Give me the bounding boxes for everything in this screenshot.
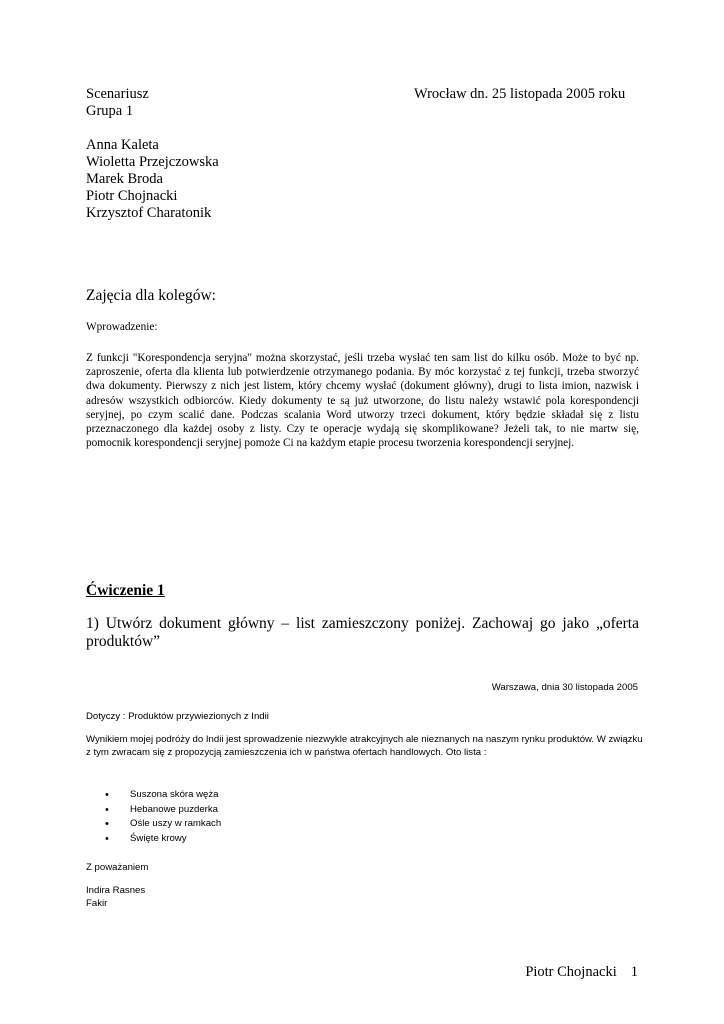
signature-title: Fakir [86,897,108,909]
letter-body: Wynikiem mojej podróży do Indii jest sprowadzenie niezwykle atrakcyjnych ale nieznanych na naszym rynku produktów. W związku z tym zwracam się z propozycją zamieszczenia ich w państwa ofertach handlowych. Oto lista : [86,734,643,758]
exercise-task: 1) Utwórz dokument główny – list zamieszczony poniżej. Zachowaj go jako „oferta produktów” [86,615,639,650]
list-item-label: Ośle uszy w ramkach [130,818,222,830]
intro-label: Wprowadzenie: [86,321,158,333]
exercise-title: Ćwiczenie 1 [86,582,165,599]
author-name: Anna Kaleta [86,137,159,153]
footer-author: Piotr Chojnacki [525,964,617,980]
section-title: Zajęcia dla kolegów: [86,287,216,304]
author-name: Krzysztof Charatonik [86,205,212,221]
list-item [86,833,486,848]
bullet: • [105,818,109,831]
group-label: Grupa 1 [86,103,134,119]
bullet: • [105,803,109,816]
author-name: Marek Broda [86,171,163,187]
author-name: Piotr Chojnacki [86,188,178,204]
letter-subject: Dotyczy : Produktów przywiezionych z Indii [86,711,269,722]
scenario-label: Scenariusz [86,86,149,102]
signature-name: Indira Rasnes [86,885,146,896]
letter-signature [86,885,145,910]
page-footer [525,964,638,981]
list-item-label: Święte krowy [130,832,187,844]
intro-paragraph: Z funkcji "Korespondencja seryjna" można skorzystać, jeśli trzeba wysłać ten sam list do kilku osób. Może to być np. zaproszenie, oferta dla klienta lub potwierdzenie otrzymanego podania. By móc korzystać z tej funkcji, trzeba stworzyć dwa dokumenty. Pierwszy z nich jest listem, który chcemy wysłać (dokument główny), drugi to lista imion, nazwisk i adresów wszystkich odbiorców. Kiedy dokumenty te są już utworzone, do listu należy wstawić pola korespondencji seryjnej, po czym scalić dane. Podczas scalania Word utworzy trzeci dokument, który będzie składał się z listu przeznaczonego dla każdej osoby z listy. Czy te operacje wydają się skomplikowane? Jeżeli tak, to nie martw się, pomocnik korespondencji seryjnej pomoże Ci na każdym etapie procesu tworzenia korespondencji seryjnej. [86,352,639,450]
product-list [86,789,486,847]
bullet: • [105,832,109,845]
author-name: Wioletta Przejczowska [86,154,219,170]
place-date: Wrocław dn. 25 listopada 2005 roku [414,86,626,102]
list-item [86,818,486,833]
list-item-label: Hebanowe puzderka [130,803,219,815]
letter-closing: Z poważaniem [86,862,149,873]
letter-date: Warszawa, dnia 30 listopada 2005 [491,682,638,693]
list-item-label: Suszona skóra węża [130,789,219,800]
bullet: • [105,789,109,801]
page-number: 1 [630,964,638,980]
list-item [86,789,486,804]
list-item [86,804,486,819]
authors-list [86,137,219,222]
document-header-left [86,86,149,120]
